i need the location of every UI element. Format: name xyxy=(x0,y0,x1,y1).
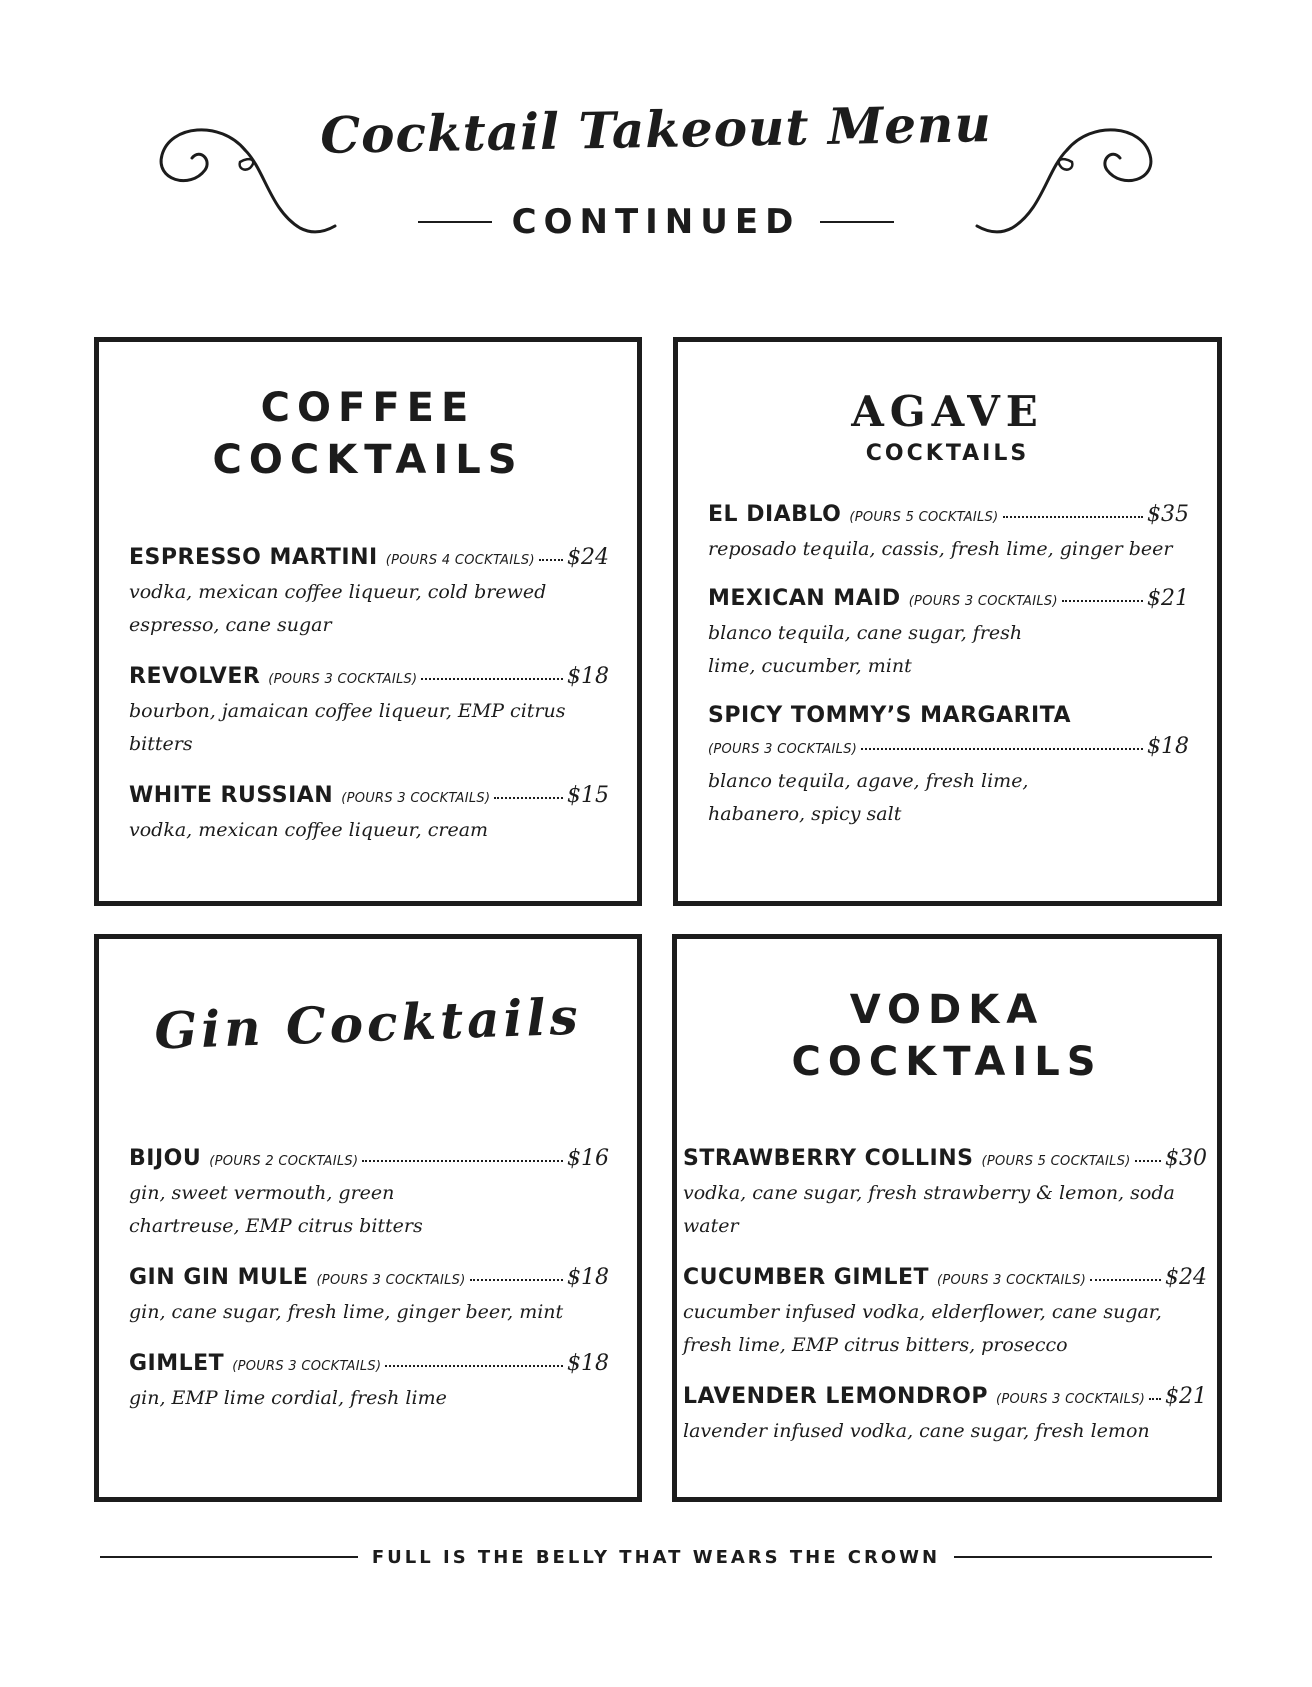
section-heading-line: COFFEE xyxy=(260,385,476,431)
footer-tagline: FULL IS THE BELLY THAT WEARS THE CROWN xyxy=(371,1546,941,1568)
item-description: gin, sweet vermouth, green chartreuse, EMP citrus bitters xyxy=(129,1182,423,1237)
item-price: $24 xyxy=(567,545,609,570)
item-price: $18 xyxy=(567,1265,609,1290)
item-name: GIN GIN MULE xyxy=(129,1265,309,1290)
dot-leader xyxy=(362,1146,563,1162)
dot-leader xyxy=(494,783,563,799)
item-name: STRAWBERRY COLLINS xyxy=(683,1146,974,1171)
item-pours: (POURS 3 COCKTAILS) xyxy=(341,791,491,806)
item-price: $18 xyxy=(1147,734,1189,759)
item-description: cucumber infused vodka, elderflower, cane sugar, fresh lime, EMP citrus bitters, prosecco xyxy=(683,1301,1162,1356)
item-pours: (POURS 3 COCKTAILS) xyxy=(908,594,1058,609)
menu-item xyxy=(708,586,1189,683)
item-name: SPICY TOMMY’S MARGARITA xyxy=(708,703,1072,728)
dot-leader xyxy=(1003,502,1143,518)
section-heading-line: AGAVE xyxy=(851,387,1044,436)
item-pours: (POURS 3 COCKTAILS) xyxy=(996,1392,1146,1407)
section-heading-line: COCKTAILS xyxy=(865,441,1030,466)
menu-item xyxy=(129,1265,609,1329)
item-price: $18 xyxy=(567,664,609,689)
dot-leader xyxy=(861,734,1143,750)
divider xyxy=(418,221,492,223)
item-name: ESPRESSO MARTINI xyxy=(129,545,378,570)
divider xyxy=(954,1556,1212,1558)
item-pours: (POURS 3 COCKTAILS) xyxy=(937,1273,1087,1288)
section-heading-line: COCKTAILS xyxy=(212,437,524,483)
item-description: vodka, mexican coffee liqueur, cream xyxy=(129,819,489,841)
item-description: vodka, mexican coffee liqueur, cold brewed espresso, cane sugar xyxy=(129,581,547,636)
item-price: $30 xyxy=(1165,1146,1207,1171)
item-price: $21 xyxy=(1165,1384,1207,1409)
item-price: $18 xyxy=(567,1351,609,1376)
vodka-cocktails-section xyxy=(672,934,1222,1502)
item-name: CUCUMBER GIMLET xyxy=(683,1265,929,1290)
menu-item xyxy=(708,502,1189,566)
item-list xyxy=(129,545,609,869)
item-name: LAVENDER LEMONDROP xyxy=(683,1384,988,1409)
menu-subtitle: CONTINUED xyxy=(511,202,801,242)
item-description: gin, EMP lime cordial, fresh lime xyxy=(129,1387,447,1409)
item-price: $24 xyxy=(1165,1265,1207,1290)
dot-leader xyxy=(385,1351,563,1367)
item-description: blanco tequila, agave, fresh lime, habanero, spicy salt xyxy=(708,770,1029,825)
item-pours: (POURS 4 COCKTAILS) xyxy=(385,553,535,568)
item-description: reposado tequila, cassis, fresh lime, ginger beer xyxy=(708,538,1173,560)
item-pours: (POURS 5 COCKTAILS) xyxy=(981,1154,1131,1169)
subtitle-row xyxy=(0,200,1312,244)
item-description: vodka, cane sugar, fresh strawberry & lemon, soda water xyxy=(683,1182,1175,1237)
item-pours: (POURS 3 COCKTAILS) xyxy=(708,742,858,757)
gin-cocktails-section xyxy=(94,934,642,1502)
item-pours: (POURS 5 COCKTAILS) xyxy=(849,510,999,525)
section-heading xyxy=(677,984,1217,1088)
item-pours: (POURS 3 COCKTAILS) xyxy=(316,1273,466,1288)
divider xyxy=(820,221,894,223)
section-heading xyxy=(678,387,1217,469)
dot-leader xyxy=(470,1265,563,1281)
dot-leader xyxy=(1090,1265,1161,1281)
agave-cocktails-section xyxy=(673,337,1222,906)
menu-item xyxy=(129,1351,609,1415)
menu-title: Cocktail Takeout Menu xyxy=(319,94,993,165)
item-price: $21 xyxy=(1147,586,1189,611)
item-price: $16 xyxy=(567,1146,609,1171)
item-price: $15 xyxy=(567,783,609,808)
item-name: MEXICAN MAID xyxy=(708,586,901,611)
dot-leader xyxy=(421,664,563,680)
item-list xyxy=(129,1146,609,1437)
item-pours: (POURS 2 COCKTAILS) xyxy=(209,1154,359,1169)
menu-item xyxy=(129,1146,609,1243)
item-description: gin, cane sugar, fresh lime, ginger beer, mint xyxy=(129,1301,564,1323)
item-name: WHITE RUSSIAN xyxy=(129,783,334,808)
menu-item xyxy=(129,664,609,761)
dot-leader xyxy=(539,545,563,561)
item-name: REVOLVER xyxy=(129,664,261,689)
item-description: blanco tequila, cane sugar, fresh lime, cucumber, mint xyxy=(708,622,1023,677)
item-description: lavender infused vodka, cane sugar, fresh lemon xyxy=(683,1420,1150,1442)
menu-item xyxy=(129,783,609,847)
coffee-cocktails-section xyxy=(94,337,642,906)
menu-item xyxy=(708,703,1189,831)
section-heading-line: COCKTAILS xyxy=(791,1039,1103,1085)
divider xyxy=(100,1556,358,1558)
item-name: GIMLET xyxy=(129,1351,225,1376)
item-name: BIJOU xyxy=(129,1146,202,1171)
footer xyxy=(0,1542,1312,1572)
item-pours: (POURS 3 COCKTAILS) xyxy=(232,1359,382,1374)
item-list xyxy=(708,502,1189,853)
item-description: bourbon, jamaican coffee liqueur, EMP citrus bitters xyxy=(129,700,566,755)
menu-item xyxy=(683,1384,1207,1448)
menu-item xyxy=(129,545,609,642)
menu-header xyxy=(0,0,1312,300)
dot-leader xyxy=(1062,586,1143,602)
item-list xyxy=(683,1146,1207,1470)
item-pours: (POURS 3 COCKTAILS) xyxy=(268,672,418,687)
section-heading-line: VODKA xyxy=(849,987,1045,1033)
dot-leader xyxy=(1135,1146,1161,1162)
item-name: EL DIABLO xyxy=(708,502,842,527)
menu-item xyxy=(683,1146,1207,1243)
section-heading: Gin Cocktails xyxy=(153,986,583,1061)
section-heading xyxy=(99,382,637,486)
menu-item xyxy=(683,1265,1207,1362)
dot-leader xyxy=(1149,1384,1161,1400)
item-price: $35 xyxy=(1147,502,1189,527)
